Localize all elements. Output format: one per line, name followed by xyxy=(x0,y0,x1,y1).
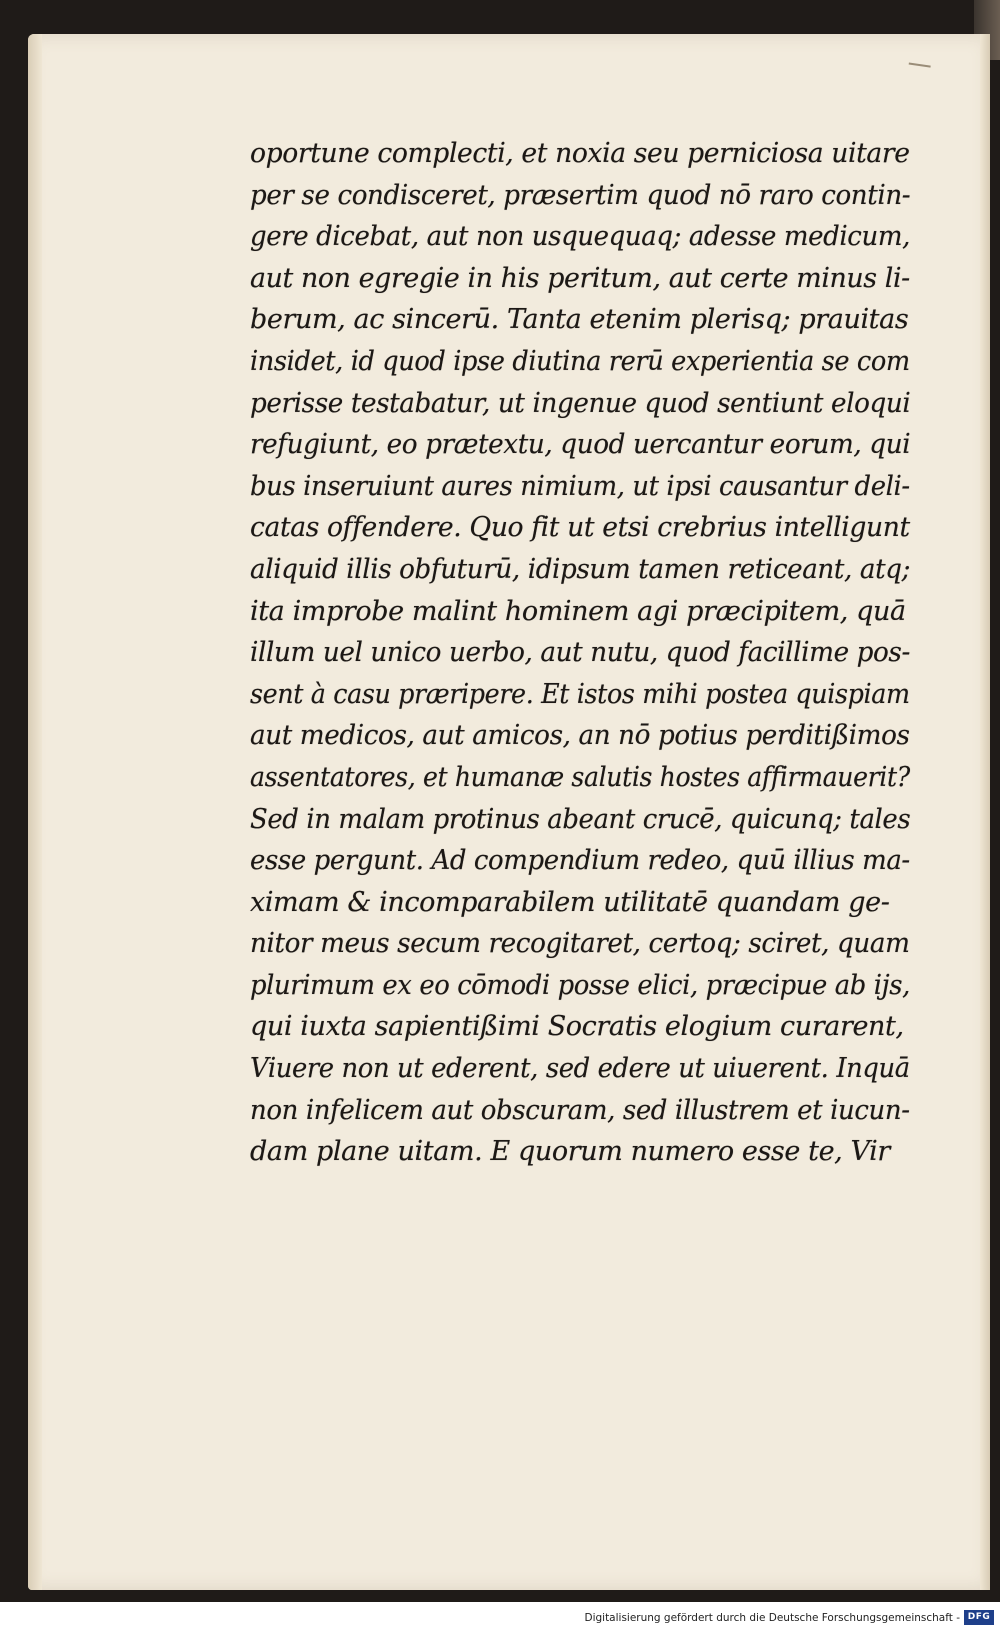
latin-text-block xyxy=(250,133,910,1173)
page-gutter-shade xyxy=(28,34,42,1590)
text-line: per se condisceret, præsertim quod nō raro contin- xyxy=(250,179,911,211)
text-line: refugiunt, eo prætextu, quod uercantur eorum, qui xyxy=(250,429,911,461)
text-line: assentatores, et humanæ salutis hostes affirmauerit? xyxy=(250,761,910,793)
text-line: insidet, id quod ipse diutina rerū experientia se com xyxy=(250,345,910,377)
dfg-logo: DFG xyxy=(964,1610,994,1625)
text-line: non infelicem aut obscuram, sed illustrem et iucun- xyxy=(250,1094,910,1126)
page-corner-mark xyxy=(907,63,930,78)
text-line: ximam & incomparabilem utilitatē quandam ge- xyxy=(250,886,890,918)
text-line: perisse testabatur, ut ingenue quod sentiunt eloqui xyxy=(250,387,911,419)
text-line: Viuere non ut ederent, sed edere ut uiuerent. Inquā xyxy=(250,1053,910,1085)
text-line: aut medicos, aut amicos, an nō potius perditißimos xyxy=(250,720,910,752)
digitization-credit: Digitalisierung gefördert durch die Deutsche Forschungsgemeinschaft - xyxy=(584,1612,960,1624)
text-line: catas offendere. Quo fit ut etsi crebrius intelligunt xyxy=(250,512,910,544)
text-line: ita improbe malint hominem agi præcipitem, quā xyxy=(250,595,906,627)
text-line: Sed in malam protinus abeant crucē, quicunq; tales xyxy=(250,803,911,835)
page-edge-shade xyxy=(980,34,990,1590)
text-line: plurimum ex eo cōmodi posse elici, præcipue ab ijs, xyxy=(250,969,910,1001)
text-line: qui iuxta sapientißimi Socratis elogium curarent, xyxy=(250,1011,904,1043)
text-line: aut non egregie in his peritum, aut certe minus li- xyxy=(250,262,910,294)
text-line: bus inseruiunt aures nimium, ut ipsi causantur deli- xyxy=(250,470,910,502)
text-line: berum, ac sincerū. Tanta etenim plerisq; prauitas xyxy=(250,304,909,336)
text-line: gere dicebat, aut non usquequaq; adesse medicum, xyxy=(250,221,910,253)
text-line: sent à casu præripere. Et istos mihi postea quispiam xyxy=(250,678,910,710)
text-line: aliquid illis obfuturū, idipsum tamen reticeant, atq; xyxy=(250,553,911,585)
text-line: nitor meus secum recogitaret, certoq; sciret, quam xyxy=(250,928,910,960)
text-line: oportune complecti, et noxia seu perniciosa uitare xyxy=(250,138,910,169)
text-line: dam plane uitam. E quorum numero esse te, Vir xyxy=(250,1136,890,1168)
text-line: esse pergunt. Ad compendium redeo, quū illius ma- xyxy=(250,845,910,877)
text-line: illum uel unico uerbo, aut nutu, quod facillime pos- xyxy=(250,637,910,669)
